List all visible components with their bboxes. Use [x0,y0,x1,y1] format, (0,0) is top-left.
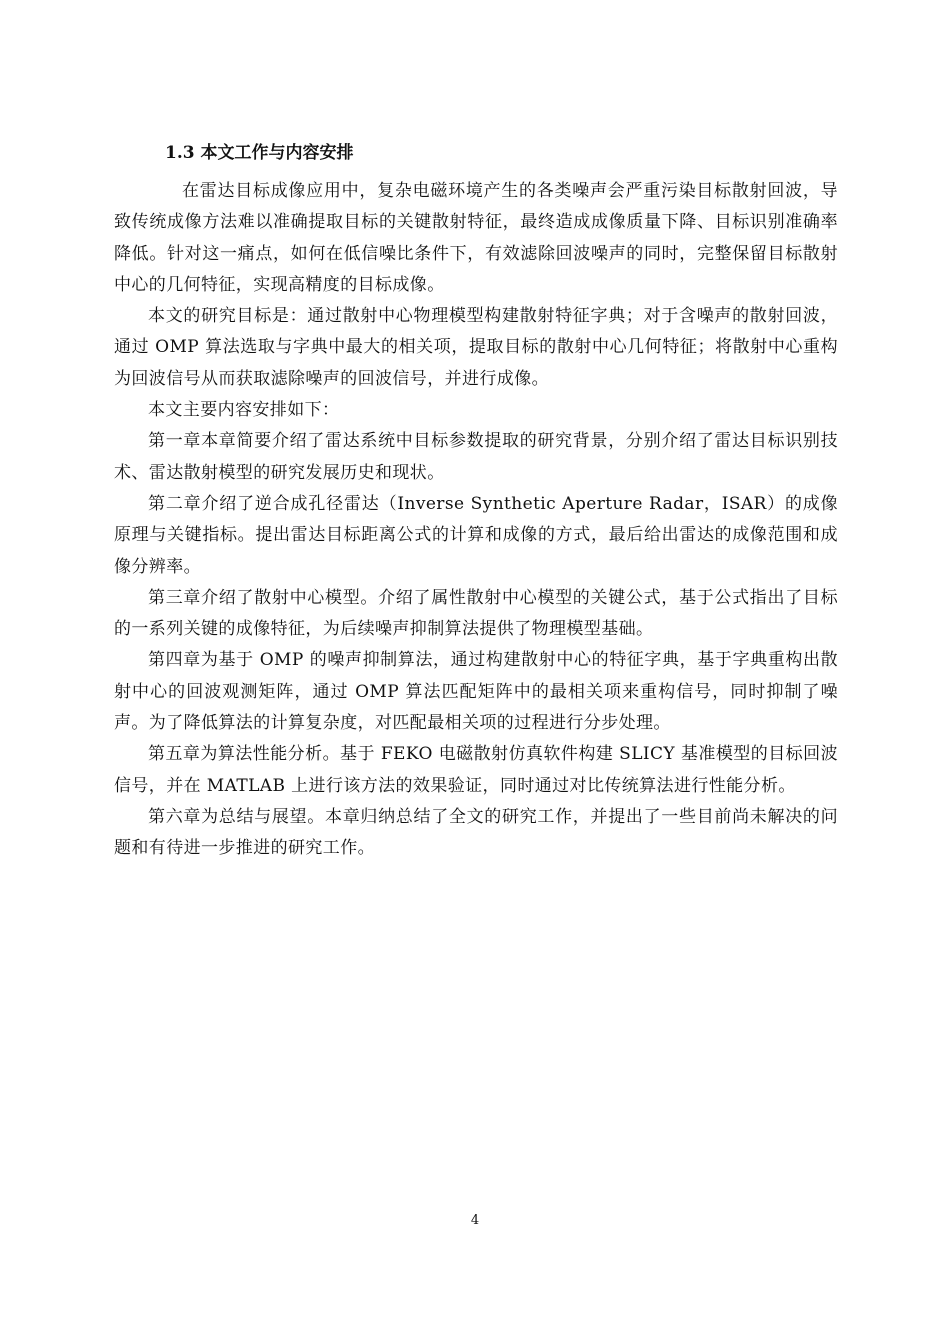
paragraph-chapter-1: 第一章本章简要介绍了雷达系统中目标参数提取的研究背景，分别介绍了雷达目标识别技术、雷达散射模型的研究发展历史和现状。 [114,431,838,483]
paragraph-chapter-6: 第六章为总结与展望。本章归纳总结了全文的研究工作，并提出了一些目前尚未解决的问题和有待进一步推进的研究工作。 [114,806,838,859]
page-number: 4 [470,1213,480,1228]
paragraph-intro: 在雷达目标成像应用中，复杂电磁环境产生的各类噪声会严重污染目标散射回波，导致传统成像方法难以准确提取目标的关键散射特征，最终造成成像质量下降、目标识别准确率降低。针对这一痛点，如何在低信噪比条件下，有效滤除回波噪声的同时，完整保留目标散射中心的几何特征，实现高精度的目标成像。 [114,181,838,295]
body-text [114,176,838,865]
section-heading: 1.3 本文工作与内容安排 [165,143,354,163]
paragraph-chapter-5: 第五章为算法性能分析。基于 FEKO 电磁散射仿真软件构建 SLICY 基准模型的目标回波信号，并在 MATLAB 上进行该方法的效果验证，同时通过对比传统算法进行性能分析。 [114,744,838,796]
paragraph-chapter-3: 第三章介绍了散射中心模型。介绍了属性散射中心模型的关键公式，基于公式指出了目标的一系列关键的成像特征，为后续噪声抑制算法提供了物理模型基础。 [114,587,838,640]
paragraph-research-goal: 本文的研究目标是：通过散射中心物理模型构建散射特征字典；对于含噪声的散射回波，通过 OMP 算法选取与字典中最大的相关项，提取目标的散射中心几何特征；将散射中心重构为回波信号从而获取滤除噪声的回波信号，并进行成像。 [114,306,838,389]
paragraph-chapter-4: 第四章为基于 OMP 的噪声抑制算法，通过构建散射中心的特征字典，基于字典重构出散射中心的回波观测矩阵，通过 OMP 算法匹配矩阵中的最相关项来重构信号，同时抑制了噪声。为了降低算法的计算复杂度，对匹配最相关项的过程进行分步处理。 [114,650,838,734]
paragraph-outline-intro: 本文主要内容安排如下： [148,400,340,421]
paragraph-chapter-2: 第二章介绍了逆合成孔径雷达（Inverse Synthetic Aperture Radar，ISAR）的成像原理与关键指标。提出雷达目标距离公式的计算和成像的方式，最后给出雷达的成像范围和成像分辨率。 [114,493,838,577]
